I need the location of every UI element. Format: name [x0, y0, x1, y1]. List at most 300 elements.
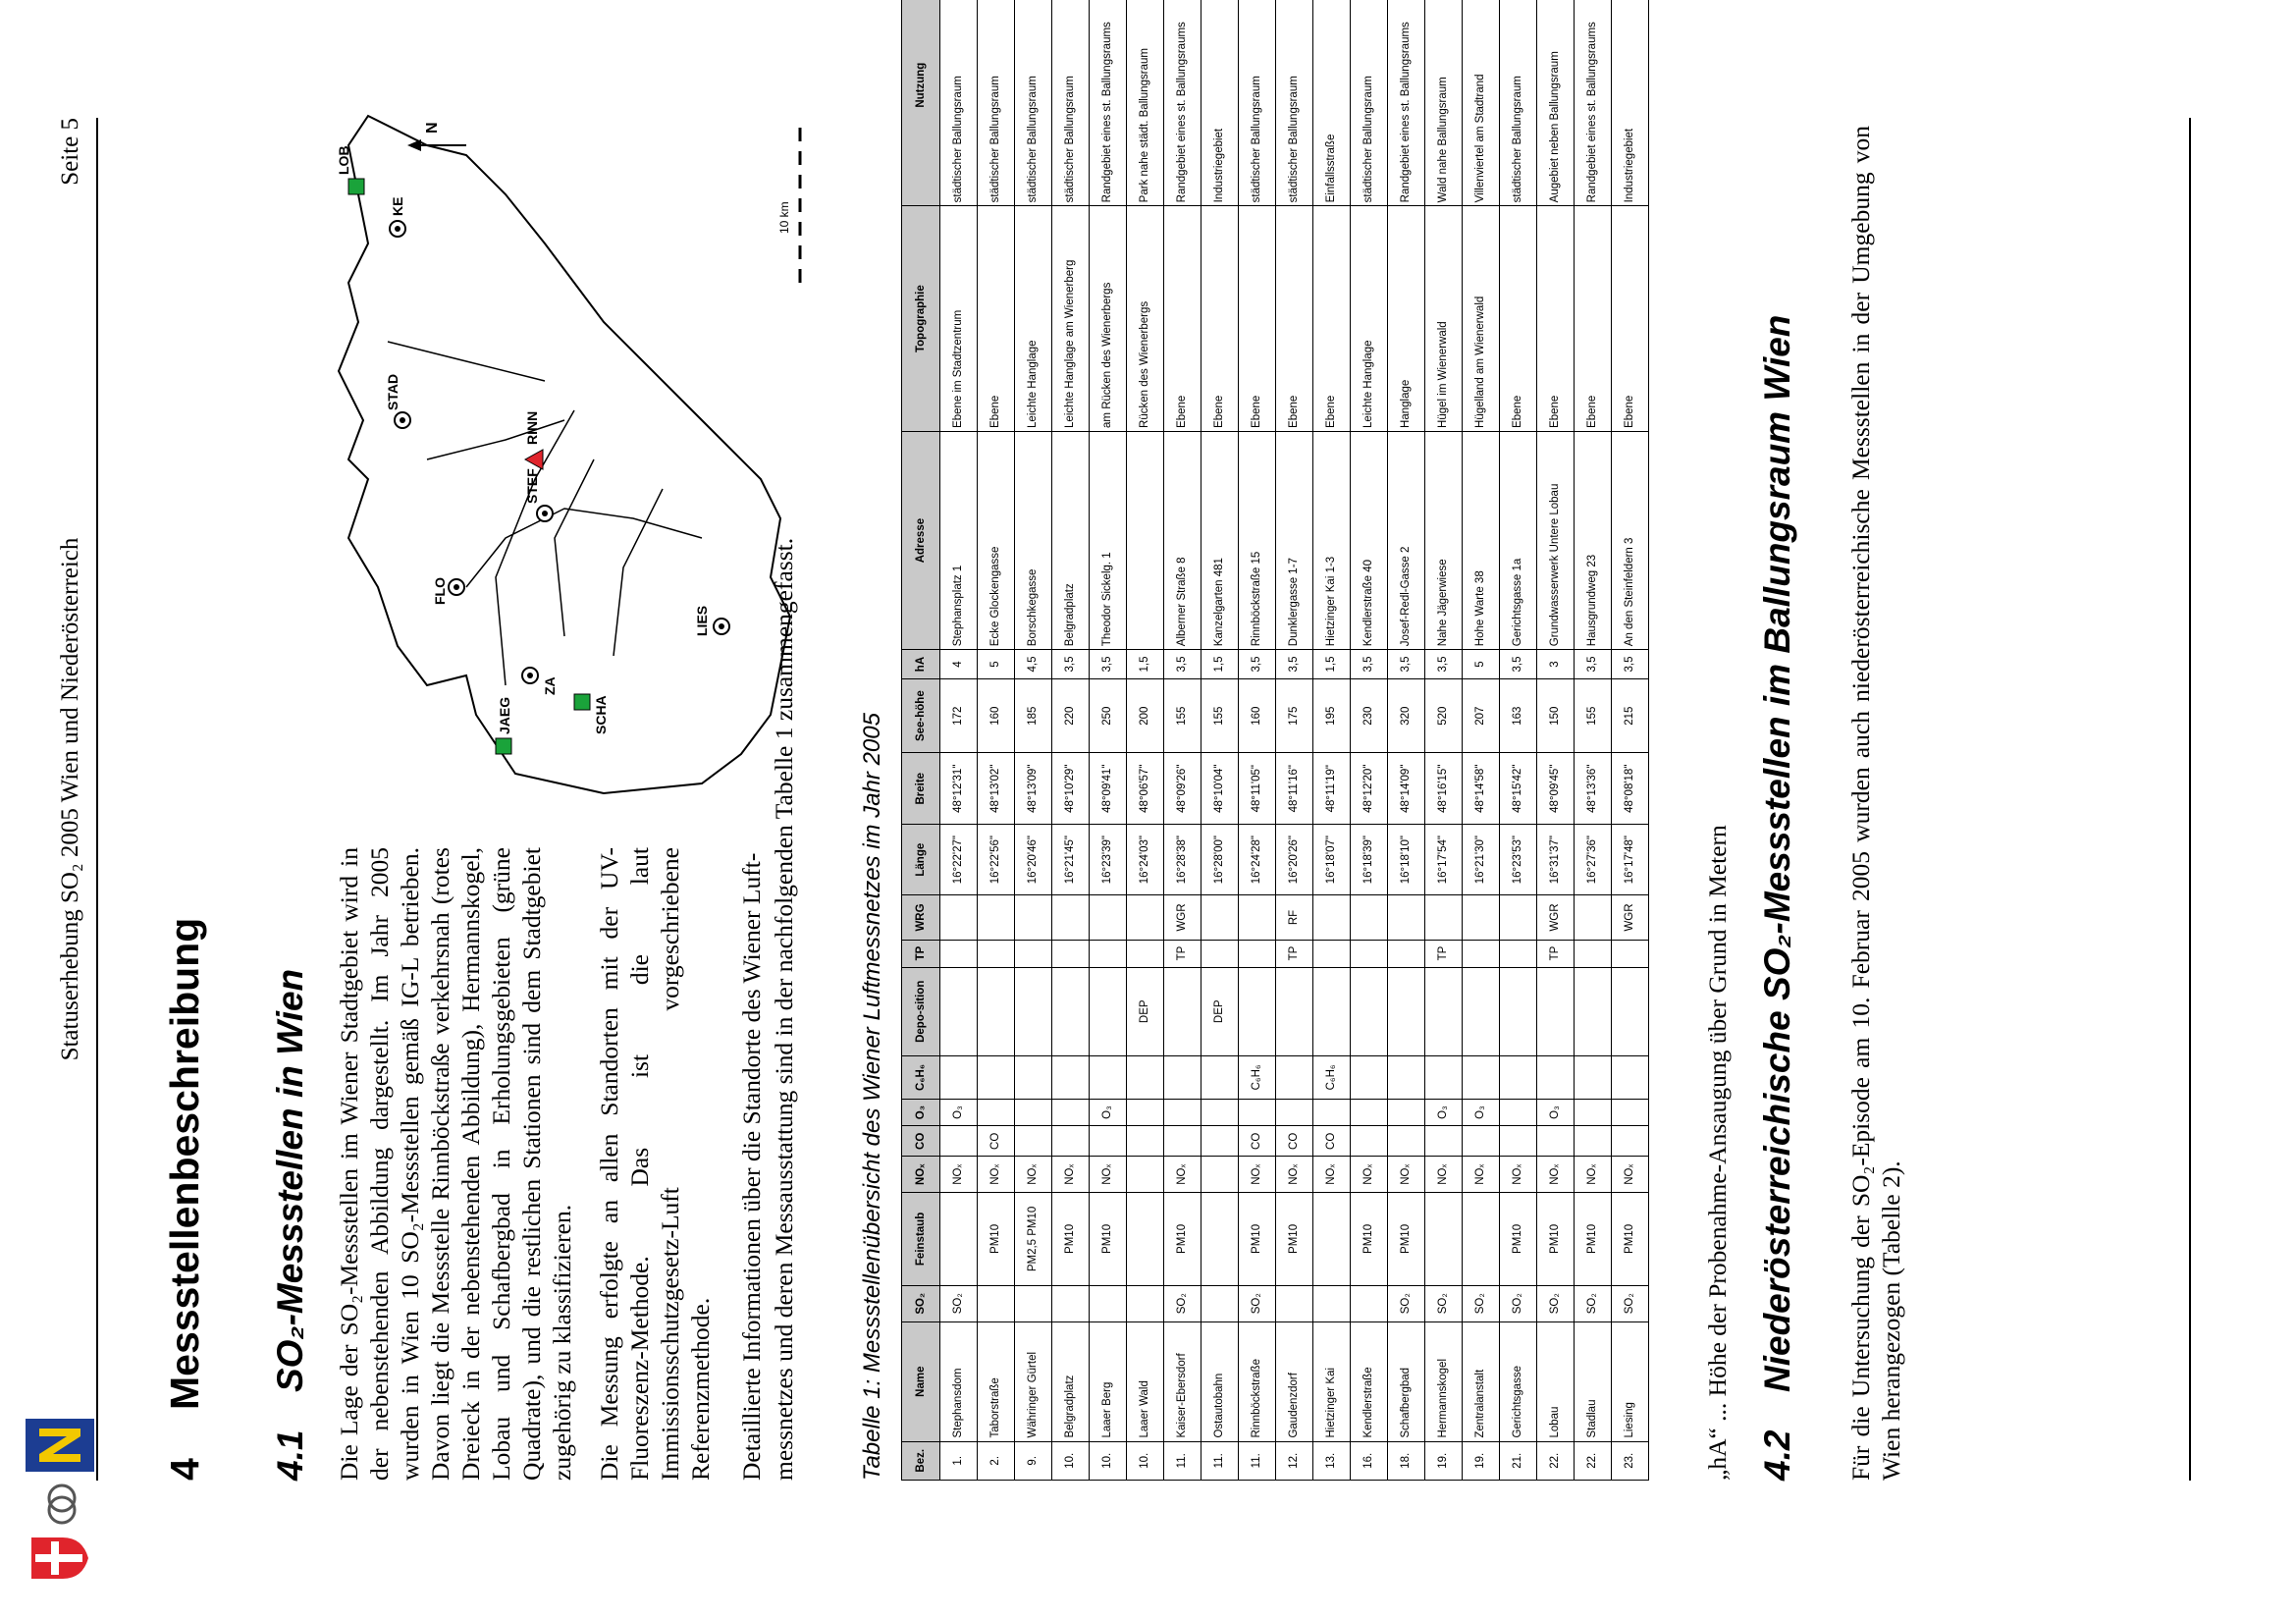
- table-cell: SO₂: [1612, 1285, 1649, 1321]
- table-cell: 16°23'53": [1500, 824, 1537, 894]
- table-cell: 520: [1425, 678, 1463, 753]
- table-cell: PM10: [1500, 1193, 1537, 1286]
- table-cell: [978, 895, 1015, 940]
- map-label-flo: FLO: [432, 577, 448, 605]
- table-cell: WGR: [1612, 895, 1649, 940]
- table-cell: [1612, 1099, 1649, 1125]
- table-cell: [1127, 1099, 1164, 1125]
- vienna-outline: [339, 116, 790, 793]
- table-cell: 16°28'38": [1164, 824, 1201, 894]
- table-cell: Randgebiet eines st. Ballungsraums: [1090, 0, 1127, 206]
- table-cell: Ebene: [1537, 206, 1575, 432]
- map-label-scha: SCHA: [593, 695, 609, 734]
- table-cell: [1575, 1099, 1612, 1125]
- table-cell: [1351, 1285, 1388, 1321]
- map-label-za: ZA: [542, 676, 558, 695]
- table-cell: [1537, 967, 1575, 1055]
- table-cell: CO: [978, 1126, 1015, 1157]
- table-cell: Hietzinger Kai 1-3: [1313, 431, 1351, 649]
- table-cell: NOₓ: [1537, 1157, 1575, 1193]
- table-cell: [1463, 1126, 1500, 1157]
- map-label-jaeg: JAEG: [497, 696, 512, 734]
- table-cell: [1015, 1285, 1052, 1321]
- map-label-lob: LOB: [336, 145, 351, 175]
- page-number: Seite 5: [57, 118, 83, 186]
- table-cell: 3: [1537, 650, 1575, 679]
- table-cell: [1575, 940, 1612, 967]
- table-cell: städtischer Ballungsraum: [978, 0, 1015, 206]
- table-cell: [1388, 967, 1425, 1055]
- table-cell: [1164, 967, 1201, 1055]
- chain-links-logo: [39, 1481, 84, 1528]
- table-cell: [1164, 1126, 1201, 1157]
- table-cell: [1127, 895, 1164, 940]
- col-seehoehe: See-höhe: [902, 678, 940, 753]
- table-cell: 48°11'19": [1313, 753, 1351, 824]
- table-cell: 48°12'31": [940, 753, 978, 824]
- table-cell: [1351, 895, 1388, 940]
- section-number: 4.2: [1757, 1429, 1797, 1481]
- table-row: [1052, 0, 1090, 1481]
- map-marker-rinn: [524, 411, 543, 469]
- section-4-heading: [162, 918, 208, 1481]
- table-cell: städtischer Ballungsraum: [1351, 0, 1388, 206]
- table-cell: Ebene: [1575, 206, 1612, 432]
- table-cell: 160: [978, 678, 1015, 753]
- table-cell: [1500, 940, 1537, 967]
- table-cell: Lobau: [1537, 1321, 1575, 1441]
- table-row: [1201, 0, 1239, 1481]
- table-cell: 48°13'36": [1575, 753, 1612, 824]
- table-cell: [1015, 1099, 1052, 1125]
- table-cell: 3,5: [1276, 650, 1313, 679]
- table-cell: 163: [1500, 678, 1537, 753]
- table-cell: SO₂: [1463, 1285, 1500, 1321]
- table-cell: Gaudenzdorf: [1276, 1321, 1313, 1441]
- table-cell: [978, 1099, 1015, 1125]
- table-cell: 11.: [1239, 1441, 1276, 1480]
- paragraph-noe-stations: Für die Untersuchung der SO₂-Episode am 10. Februar 2005 wurden auch niederösterreichische Messstellen in der Umgebung von Wien herangezogen (Tabelle 2).: [1846, 126, 1905, 1481]
- table-cell: Ebene: [1164, 206, 1201, 432]
- table-cell: TP: [1276, 940, 1313, 967]
- table-cell: Rücken des Wienerbergs: [1127, 206, 1164, 432]
- table-cell: 48°08'18": [1612, 753, 1649, 824]
- table-cell: Belgradplatz: [1052, 1321, 1090, 1441]
- table-cell: NOₓ: [1425, 1157, 1463, 1193]
- table-cell: 21.: [1500, 1441, 1537, 1480]
- table-cell: Gerichtsgasse: [1500, 1321, 1537, 1441]
- table-row: [1313, 0, 1351, 1481]
- table-row: [1090, 0, 1127, 1481]
- table-cell: Hügel im Wienerwald: [1425, 206, 1463, 432]
- table-cell: 175: [1276, 678, 1313, 753]
- table-cell: [1127, 940, 1164, 967]
- table-cell: [1313, 967, 1351, 1055]
- table-footnote: „hA“ ... Höhe der Probenahme-Ansaugung über Grund in Metern: [1703, 825, 1732, 1481]
- table-cell: 16°22'27": [940, 824, 978, 894]
- table-cell: [1351, 1056, 1388, 1100]
- table-cell: 3,5: [1164, 650, 1201, 679]
- table-cell: Laaer Berg: [1090, 1321, 1127, 1441]
- table-cell: [1201, 1285, 1239, 1321]
- table-cell: [1127, 1056, 1164, 1100]
- table-cell: [1052, 1126, 1090, 1157]
- col-so2: SO₂: [902, 1285, 940, 1321]
- table-cell: 9.: [1015, 1441, 1052, 1480]
- table-cell: [978, 1285, 1015, 1321]
- table-cell: 230: [1351, 678, 1388, 753]
- table-cell: SO₂: [1164, 1285, 1201, 1321]
- table-cell: [1612, 1126, 1649, 1157]
- col-laenge: Länge: [902, 824, 940, 894]
- section-title: SO₂-Messstellen in Wien: [270, 968, 310, 1392]
- table-cell: Kanzelgarten 481: [1201, 431, 1239, 649]
- table-cell: Einfallsstraße: [1313, 0, 1351, 206]
- table-cell: PM10: [1388, 1193, 1425, 1286]
- table-row: [1425, 0, 1463, 1481]
- table-row: [1388, 0, 1425, 1481]
- table-cell: Ebene: [1239, 206, 1276, 432]
- table-cell: [1500, 1056, 1537, 1100]
- table-cell: Augebiet neben Ballungsraum: [1537, 0, 1575, 206]
- col-name: Name: [902, 1321, 940, 1441]
- table-cell: [1425, 1056, 1463, 1100]
- table-cell: 3,5: [1500, 650, 1537, 679]
- table-cell: städtischer Ballungsraum: [1500, 0, 1537, 206]
- table-cell: Hausgrundweg 23: [1575, 431, 1612, 649]
- col-deposition: Depo-sition: [902, 967, 940, 1055]
- map-marker-stef: [524, 468, 553, 521]
- section-title: Messstellenbeschreibung: [162, 917, 207, 1410]
- table-cell: [1015, 1126, 1052, 1157]
- table-cell: Dunklergasse 1-7: [1276, 431, 1313, 649]
- table-cell: DEP: [1201, 967, 1239, 1055]
- table-cell: [1575, 967, 1612, 1055]
- table-cell: SO₂: [1575, 1285, 1612, 1321]
- table-cell: [1052, 895, 1090, 940]
- table-cell: 16°23'39": [1090, 824, 1127, 894]
- table-cell: TP: [1425, 940, 1463, 967]
- table-cell: Randgebiet eines st. Ballungsraums: [1164, 0, 1201, 206]
- table-cell: am Rücken des Wienerbergs: [1090, 206, 1127, 432]
- table-cell: [1351, 1126, 1388, 1157]
- table-cell: 48°09'41": [1090, 753, 1127, 824]
- table-cell: 16°28'00": [1201, 824, 1239, 894]
- table-cell: Josef-Redl-Gasse 2: [1388, 431, 1425, 649]
- table-cell: [1127, 1157, 1164, 1193]
- table-cell: Industriegebiet: [1612, 0, 1649, 206]
- table-cell: [1537, 1126, 1575, 1157]
- table-cell: An den Steinfeldern 3: [1612, 431, 1649, 649]
- table-cell: [1500, 895, 1537, 940]
- table-cell: [1201, 1157, 1239, 1193]
- table-cell: [1090, 895, 1127, 940]
- table-cell: NOₓ: [1351, 1157, 1388, 1193]
- table-cell: [1351, 967, 1388, 1055]
- table-cell: [978, 967, 1015, 1055]
- table-cell: Stephansdom: [940, 1321, 978, 1441]
- table-cell: 220: [1052, 678, 1090, 753]
- col-wrg: WRG: [902, 895, 940, 940]
- table-cell: 185: [1015, 678, 1052, 753]
- table-cell: O₃: [1090, 1099, 1127, 1125]
- table-cell: Wald nahe Ballungsraum: [1425, 0, 1463, 206]
- table-cell: [1313, 1099, 1351, 1125]
- table-row: [1537, 0, 1575, 1481]
- table-cell: 1,5: [1313, 650, 1351, 679]
- header-title: Statuserhebung SO₂ 2005 Wien und Niederösterreich: [57, 537, 83, 1061]
- table-cell: Rinnböckstraße: [1239, 1321, 1276, 1441]
- table-cell: [978, 940, 1015, 967]
- table-cell: Stadlau: [1575, 1321, 1612, 1441]
- table-cell: [1276, 1099, 1313, 1125]
- table-cell: O₃: [1425, 1099, 1463, 1125]
- table-cell: 195: [1313, 678, 1351, 753]
- col-co: CO: [902, 1126, 940, 1157]
- table-cell: [1463, 967, 1500, 1055]
- table-cell: Kendlerstraße 40: [1351, 431, 1388, 649]
- table-cell: [1276, 1285, 1313, 1321]
- table-cell: 3,5: [1090, 650, 1127, 679]
- table-cell: 11.: [1164, 1441, 1201, 1480]
- table-cell: [1239, 967, 1276, 1055]
- table-cell: [1351, 1099, 1388, 1125]
- table-row: [1612, 0, 1649, 1481]
- table-cell: 16°21'30": [1463, 824, 1500, 894]
- table-cell: 23.: [1612, 1441, 1649, 1480]
- table-cell: 22.: [1537, 1441, 1575, 1480]
- table-cell: Rinnböckstraße 15: [1239, 431, 1276, 649]
- table-cell: 172: [940, 678, 978, 753]
- map-label-lies: LIES: [694, 605, 710, 636]
- table-cell: [1015, 940, 1052, 967]
- table-cell: 16.: [1351, 1441, 1388, 1480]
- table-cell: [1090, 1126, 1127, 1157]
- table-cell: PM10: [1537, 1193, 1575, 1286]
- table-cell: [978, 1056, 1015, 1100]
- table-cell: NOₓ: [1276, 1157, 1313, 1193]
- table-cell: SO₂: [940, 1285, 978, 1321]
- table-cell: Industriegebiet: [1201, 0, 1239, 206]
- table-cell: Leichte Hanglage: [1351, 206, 1388, 432]
- table-cell: [1015, 1056, 1052, 1100]
- table-cell: NOₓ: [1575, 1157, 1612, 1193]
- table-cell: Nahe Jägerwiese: [1425, 431, 1463, 649]
- table-cell: 18.: [1388, 1441, 1425, 1480]
- table-cell: 16°20'46": [1015, 824, 1052, 894]
- table-cell: Hermannskogel: [1425, 1321, 1463, 1441]
- map-marker-lies: [694, 606, 729, 636]
- table-cell: Laaer Wald: [1127, 1321, 1164, 1441]
- table-cell: [1463, 895, 1500, 940]
- table-cell: CO: [1313, 1126, 1351, 1157]
- table-cell: 207: [1463, 678, 1500, 753]
- table-cell: städtischer Ballungsraum: [1239, 0, 1276, 206]
- table-cell: [1612, 940, 1649, 967]
- table-cell: 3,5: [1425, 650, 1463, 679]
- table-cell: 48°09'26": [1164, 753, 1201, 824]
- table-row: [1239, 0, 1276, 1481]
- table-row: [1276, 0, 1313, 1481]
- table-cell: 16°27'36": [1575, 824, 1612, 894]
- table-cell: [1201, 1126, 1239, 1157]
- bottom-divider: [2189, 118, 2191, 1481]
- table-cell: 150: [1537, 678, 1575, 753]
- table-cell: [1612, 967, 1649, 1055]
- map-marker-stad: [385, 374, 410, 428]
- table-cell: Ebene: [1313, 206, 1351, 432]
- col-topographie: Topographie: [902, 206, 940, 432]
- table-cell: 3,5: [1612, 650, 1649, 679]
- table-cell: O₃: [940, 1099, 978, 1125]
- table-cell: 1,5: [1201, 650, 1239, 679]
- table-cell: Ebene: [978, 206, 1015, 432]
- table-cell: [1201, 940, 1239, 967]
- table-cell: PM10: [1164, 1193, 1201, 1286]
- table-cell: 3,5: [1239, 650, 1276, 679]
- table-cell: [1201, 1099, 1239, 1125]
- north-label: N: [424, 122, 441, 134]
- table-row: [1463, 0, 1500, 1481]
- table-cell: 48°16'15": [1425, 753, 1463, 824]
- section-number: 4.1: [270, 1429, 310, 1481]
- table-cell: 16°22'56": [978, 824, 1015, 894]
- table-cell: [1127, 431, 1164, 649]
- col-tp: TP: [902, 940, 940, 967]
- table-cell: 48°10'04": [1201, 753, 1239, 824]
- table-cell: NOₓ: [940, 1157, 978, 1193]
- table-cell: 3,5: [1575, 650, 1612, 679]
- table-cell: 16°21'45": [1052, 824, 1090, 894]
- section-number: 4: [162, 1458, 207, 1481]
- table-cell: 1,5: [1127, 650, 1164, 679]
- table-cell: [1239, 1099, 1276, 1125]
- col-bez: Bez.: [902, 1441, 940, 1480]
- table-cell: 3,5: [1351, 650, 1388, 679]
- table-cell: [1164, 1056, 1201, 1100]
- table-cell: 16°18'07": [1313, 824, 1351, 894]
- map-marker-jaeg: [496, 697, 512, 754]
- table-cell: CO: [1239, 1126, 1276, 1157]
- table-cell: Taborstraße: [978, 1321, 1015, 1441]
- table-cell: [1463, 940, 1500, 967]
- map-label-rinn: RINN: [524, 410, 540, 445]
- table-cell: TP: [1537, 940, 1575, 967]
- table-cell: PM10: [1612, 1193, 1649, 1286]
- table-cell: SO₂: [1388, 1285, 1425, 1321]
- table-cell: Randgebiet eines st. Ballungsraums: [1575, 0, 1612, 206]
- table-cell: [940, 895, 978, 940]
- table-cell: Ebene: [1201, 206, 1239, 432]
- col-c6h6: C₆H₆: [902, 1056, 940, 1100]
- table-cell: [1575, 1056, 1612, 1100]
- table-cell: städtischer Ballungsraum: [940, 0, 978, 206]
- table-cell: PM10: [1239, 1193, 1276, 1286]
- table-cell: [1500, 967, 1537, 1055]
- table-cell: SO₂: [1239, 1285, 1276, 1321]
- table-cell: [1425, 967, 1463, 1055]
- table-cell: [1463, 1193, 1500, 1286]
- col-adresse: Adresse: [902, 431, 940, 649]
- table-cell: [1052, 967, 1090, 1055]
- table-cell: C₆H₆: [1313, 1056, 1351, 1100]
- table-cell: 3,5: [1052, 650, 1090, 679]
- paragraph-details-line2: messnetzes und deren Messausstattung sind in der nachfolgenden Tabelle 1 zusammengefasst.: [770, 537, 798, 1481]
- table-cell: [1500, 1126, 1537, 1157]
- paragraph-measurement: Die Messung erfolgte an allen Standorten mit der UV-Fluoreszenz-Methode. Das ist die laut Immissionsschutzgesetz-Luft vorgeschriebene Referenzmethode.: [595, 847, 715, 1481]
- table-cell: Gerichtsgasse 1a: [1500, 431, 1537, 649]
- table-cell: SO₂: [1537, 1285, 1575, 1321]
- table-cell: [1313, 895, 1351, 940]
- col-nox: NOₓ: [902, 1157, 940, 1193]
- col-nutzung: Nutzung: [902, 0, 940, 206]
- table-cell: [940, 1056, 978, 1100]
- table-cell: Währinger Gürtel: [1015, 1321, 1052, 1441]
- table-row: [978, 0, 1015, 1481]
- table-cell: 16°31'37": [1537, 824, 1575, 894]
- table-cell: PM10: [978, 1193, 1015, 1286]
- table-cell: Randgebiet eines st. Ballungsraums: [1388, 0, 1425, 206]
- table-cell: Hügelland am Wienerwald: [1463, 206, 1500, 432]
- table-cell: [1052, 1056, 1090, 1100]
- table-cell: NOₓ: [1015, 1157, 1052, 1193]
- table-cell: PM10: [1351, 1193, 1388, 1286]
- table-cell: 48°11'16": [1276, 753, 1313, 824]
- table-cell: 2.: [978, 1441, 1015, 1480]
- table-cell: PM2,5 PM10: [1015, 1193, 1052, 1286]
- map-label-ke: KE: [390, 196, 405, 216]
- table-cell: [1425, 895, 1463, 940]
- scale-bar: [777, 126, 800, 283]
- table-cell: [1425, 1193, 1463, 1286]
- table-cell: 12.: [1276, 1441, 1313, 1480]
- table-cell: 48°10'29": [1052, 753, 1090, 824]
- table-row: [1015, 0, 1052, 1481]
- col-ha: hA: [902, 650, 940, 679]
- table-cell: städtischer Ballungsraum: [1015, 0, 1052, 206]
- table-cell: CO: [1276, 1126, 1313, 1157]
- table-cell: [1463, 1056, 1500, 1100]
- table-cell: Ebene: [1276, 206, 1313, 432]
- table-cell: 10.: [1090, 1441, 1127, 1480]
- table-cell: [1090, 1285, 1127, 1321]
- table-cell: NOₓ: [1239, 1157, 1276, 1193]
- table-cell: O₃: [1463, 1099, 1500, 1125]
- table-cell: 11.: [1201, 1441, 1239, 1480]
- table-cell: [1015, 895, 1052, 940]
- vienna-station-map: [309, 106, 820, 833]
- table-cell: Borschkegasse: [1015, 431, 1052, 649]
- table-cell: Ebene: [1500, 206, 1537, 432]
- table-cell: 250: [1090, 678, 1127, 753]
- table-cell: Zentralanstalt: [1463, 1321, 1500, 1441]
- table-cell: [1052, 1285, 1090, 1321]
- table-cell: städtischer Ballungsraum: [1052, 0, 1090, 206]
- table-cell: Leichte Hanglage am Wienerberg: [1052, 206, 1090, 432]
- table-cell: 48°13'02": [978, 753, 1015, 824]
- table-cell: [1500, 1099, 1537, 1125]
- section-title: Niederösterreichische SO₂-Messstellen im Ballungsraum Wien: [1757, 314, 1797, 1392]
- table-cell: 155: [1575, 678, 1612, 753]
- table-cell: Leichte Hanglage: [1015, 206, 1052, 432]
- table-cell: Grundwasserwerk Untere Lobau: [1537, 431, 1575, 649]
- table-cell: TP: [1164, 940, 1201, 967]
- paragraph-details-line1: Detaillierte Informationen über die Standorte des Wiener Luft-: [737, 852, 766, 1481]
- table-cell: NOₓ: [1090, 1157, 1127, 1193]
- table-cell: [1239, 895, 1276, 940]
- paragraph-location: Die Lage der SO₂-Messstellen im Wiener Stadtgebiet wird in der nebenstehenden Abbildung dargestellt. Im Jahr 2005 wurden in Wien 10 SO₂-Messstellen gemäß IG-L betrieben. Davon liegt die Messstelle Rinnböckstraße verkehrsnah (rotes Dreieck in der nebenstehenden Abbildung), Hermannskogel, Lobau und Schafbergbad in Erholungsgebieten (grüne Quadrate), und die restlichen Stationen sind dem Stadtgebiet zugehörig zu klassifizieren.: [335, 847, 576, 1481]
- section-4-2-heading: [1757, 315, 1798, 1481]
